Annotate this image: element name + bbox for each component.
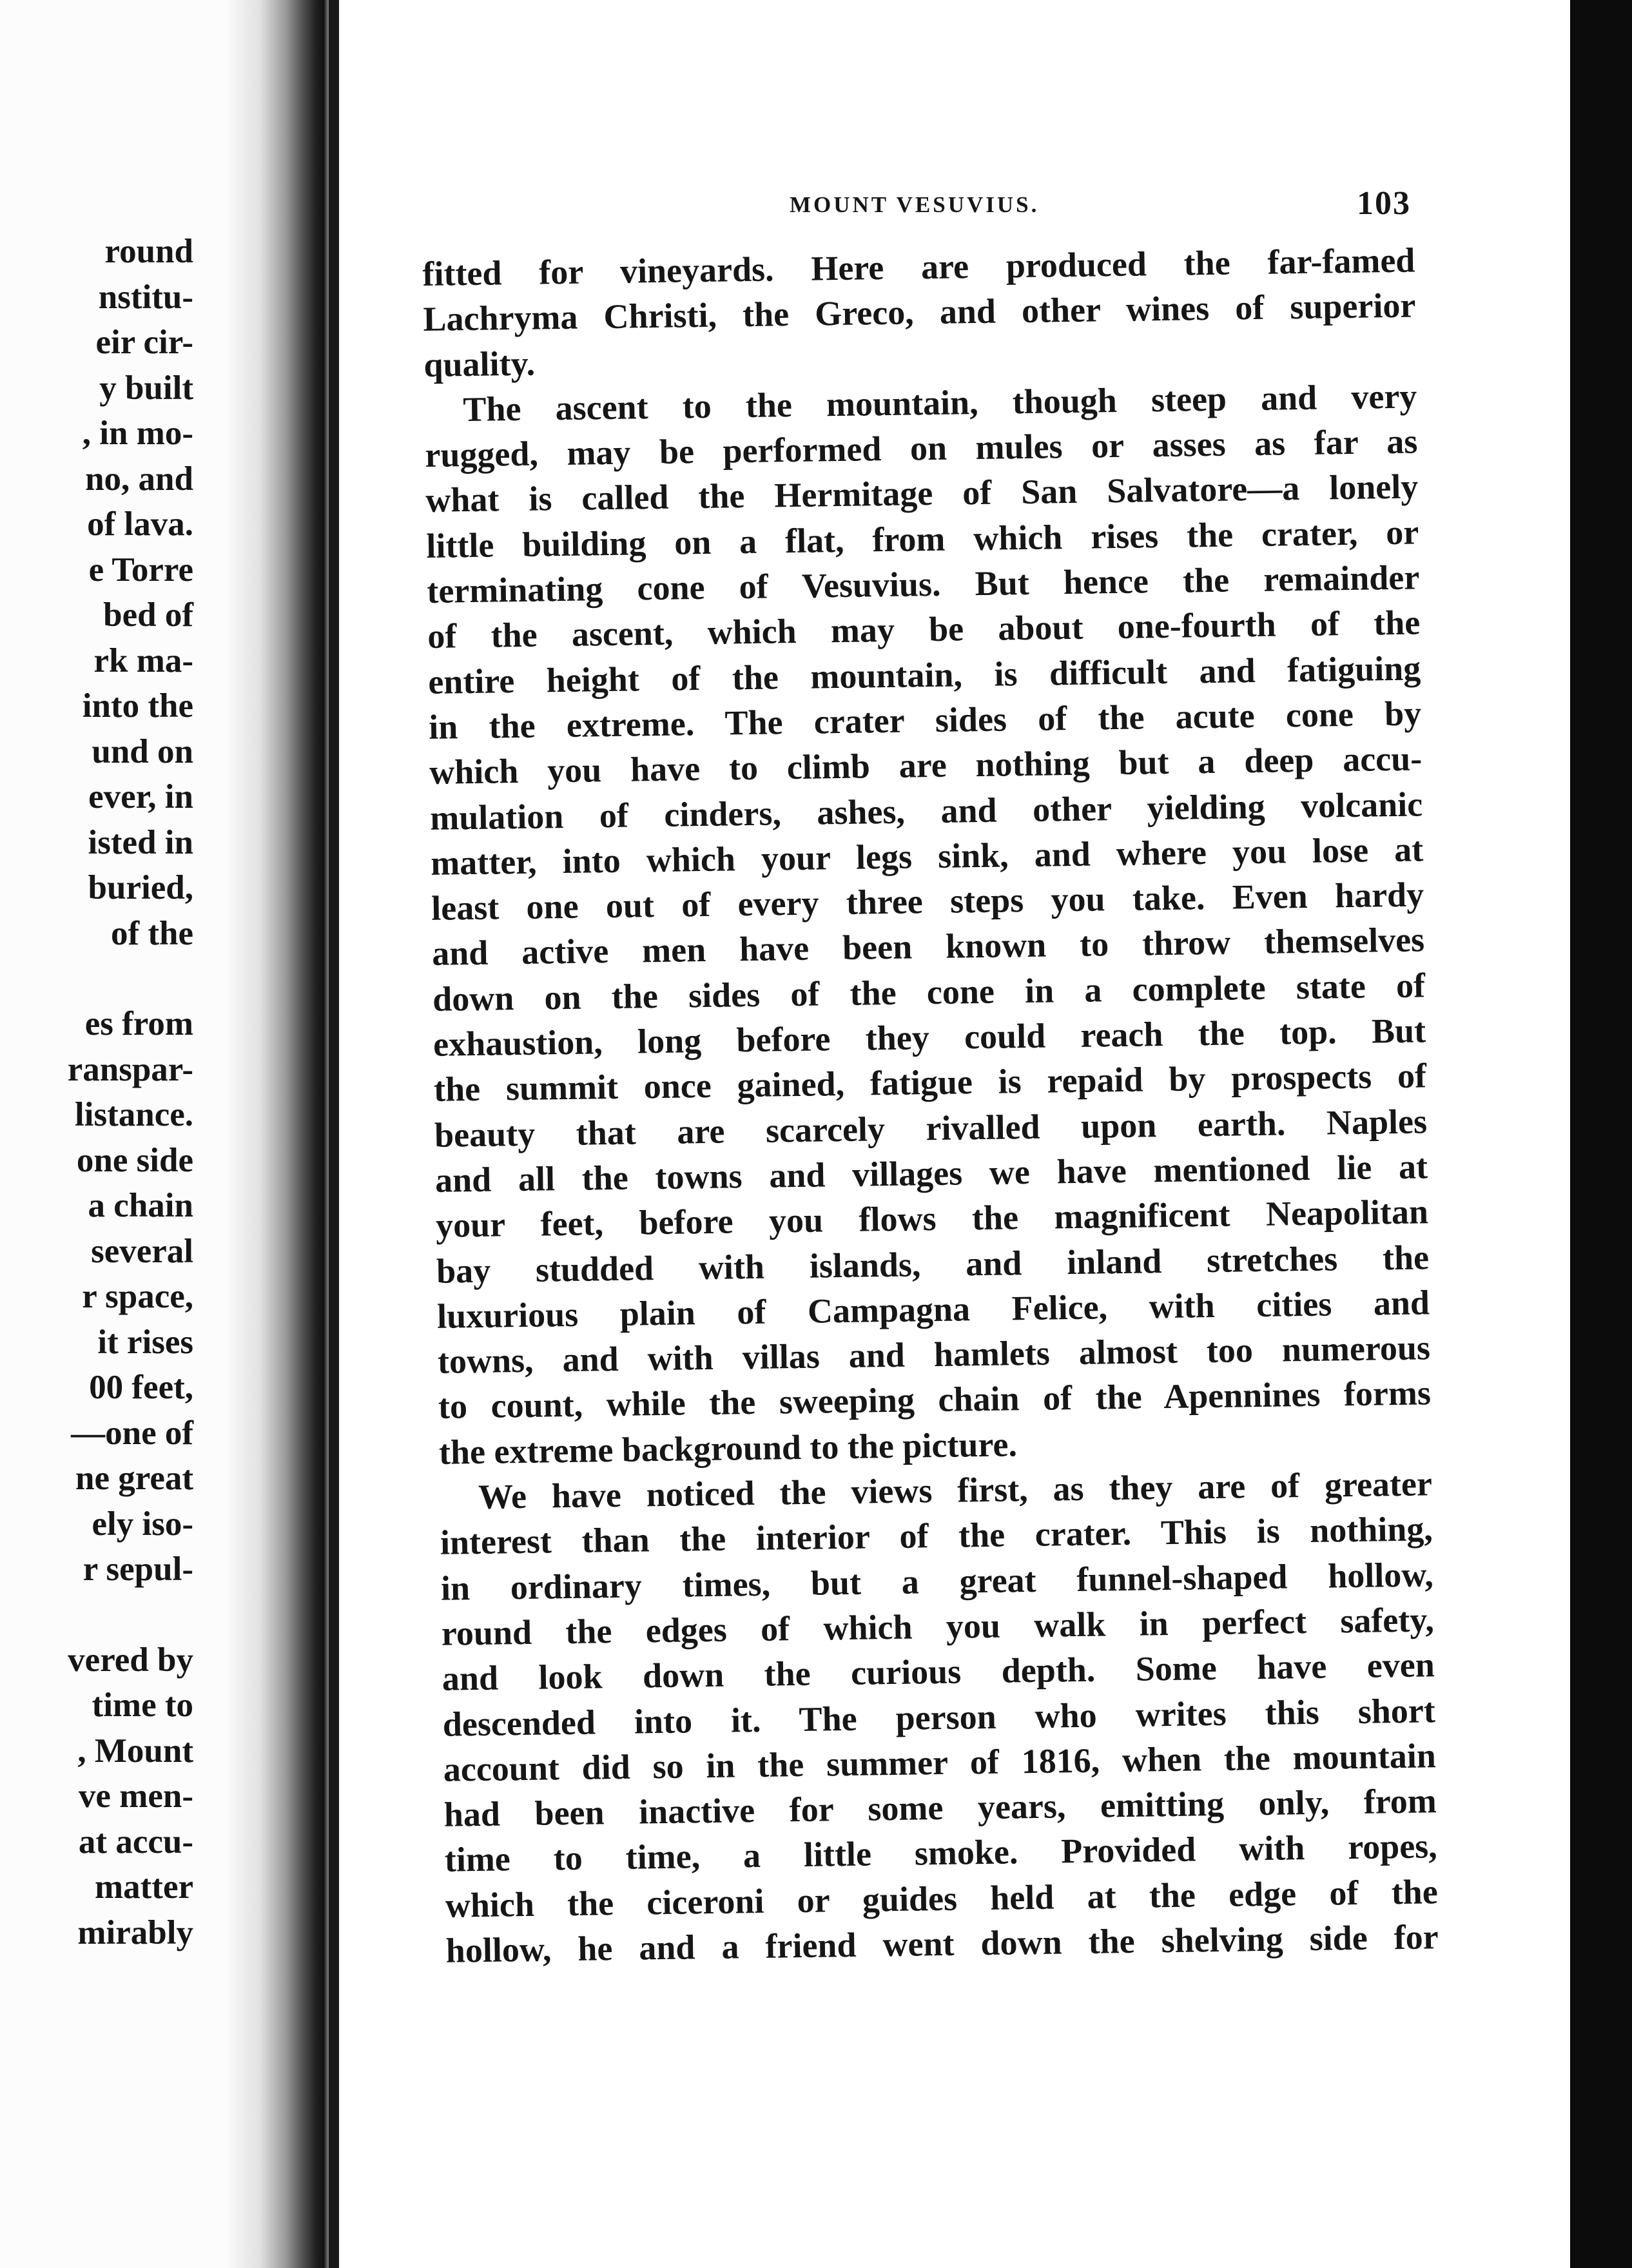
- facing-line: mirably: [77, 1913, 193, 1951]
- text-line: matter, into which your legs sink, and where you lose at: [430, 830, 1424, 883]
- text-line: your feet, before you flows the magnificent Neapolitan: [435, 1192, 1429, 1246]
- text-line: and active men have been known to throw themselves: [431, 920, 1425, 973]
- text-line: We have noticed the views first, as they are of greater: [478, 1464, 1433, 1516]
- facing-line: ever, in: [88, 778, 193, 816]
- text-line: little building on a flat, from which rises the crater, or: [425, 513, 1419, 565]
- facing-line: es from: [84, 1005, 193, 1042]
- text-line: terminating cone of Vesuvius. But hence the remainder: [426, 558, 1420, 611]
- text-line: entire height of the mountain, is difficult and fatiguing: [427, 649, 1421, 701]
- facing-line: 00 feet,: [89, 1369, 193, 1406]
- text-line: least one out of every three steps you take. Even hardy: [431, 875, 1424, 928]
- facing-line: ranspar-: [67, 1050, 193, 1088]
- facing-line: round: [104, 233, 193, 270]
- facing-line: rk ma-: [93, 641, 193, 679]
- text-line: luxurious plain of Campagna Felice, with cities and: [436, 1283, 1430, 1336]
- facing-line: y built: [99, 369, 193, 407]
- text-line: The ascent to the mountain, though steep and very: [463, 376, 1417, 429]
- facing-line: matter: [95, 1868, 193, 1906]
- page-number: 103: [1357, 185, 1411, 222]
- facing-line: nstitu-: [98, 278, 193, 316]
- facing-line: of lava.: [87, 505, 193, 543]
- facing-line: isted in: [88, 823, 193, 861]
- facing-line: r sepul-: [83, 1550, 193, 1588]
- text-line: in ordinary times, but a great funnel-shaped hollow,: [440, 1554, 1434, 1608]
- text-line: and look down the curious depth. Some have even: [442, 1645, 1435, 1698]
- text-line: account did so in the summer of 1816, when the mountain: [443, 1736, 1437, 1789]
- facing-line: und on: [92, 732, 193, 770]
- facing-line: , in mo-: [82, 415, 193, 452]
- text-line: bay studded with islands, and inland stretches the: [436, 1237, 1430, 1291]
- text-line: hollow, he and a friend went down the shelving side for: [445, 1917, 1439, 1970]
- facing-line: into the: [82, 687, 193, 725]
- text-line: had been inactive for some years, emitting only, from: [443, 1781, 1437, 1834]
- text-line: what is called the Hermitage of San Salvatore—a lonely: [425, 467, 1419, 520]
- body-text: [422, 237, 1439, 1973]
- text-line: rugged, may be performed on mules or asses as far as: [424, 422, 1418, 475]
- facing-line: buried,: [88, 869, 193, 906]
- facing-line: one side: [76, 1141, 193, 1179]
- facing-line: it rises: [97, 1323, 193, 1361]
- text-line: of the ascent, which may be about one-fourth of the: [427, 603, 1421, 656]
- text-line: the extreme background to the picture.: [438, 1425, 1018, 1472]
- text-line: and all the towns and villages we have mentioned lie at: [434, 1147, 1428, 1200]
- facing-page-text: [68, 229, 193, 1955]
- facing-line: , Mount: [77, 1732, 193, 1770]
- text-line: beauty that are scarcely rivalled upon earth. Naples: [434, 1102, 1428, 1155]
- facing-line: listance.: [75, 1096, 193, 1133]
- facing-line: several: [91, 1232, 193, 1270]
- facing-line: ely iso-: [92, 1505, 193, 1543]
- text-line: down on the sides of the cone in a complete state of: [432, 966, 1426, 1019]
- scan-border: [1570, 0, 1632, 2268]
- text-line: fitted for vineyards. Here are produced the far-famed: [422, 240, 1415, 293]
- text-line: interest than the interior of the crater. This is nothing,: [440, 1509, 1433, 1563]
- facing-line: —one of: [71, 1414, 193, 1452]
- text-line: the summit once gained, fatigue is repaid by prospects of: [433, 1056, 1427, 1110]
- text-line: descended into it. The person who writes this short: [442, 1690, 1436, 1744]
- text-line: quality.: [423, 344, 536, 384]
- facing-line: vered by: [68, 1641, 193, 1679]
- page-edge: [329, 0, 339, 2268]
- text-line: mulation of cinders, ashes, and other yielding volcanic: [429, 784, 1423, 837]
- facing-line: time to: [92, 1686, 193, 1724]
- facing-line: bed of: [103, 596, 193, 634]
- text-line: round the edges of which you walk in perfect safety,: [441, 1600, 1435, 1653]
- facing-line: of the: [110, 914, 193, 952]
- book-gutter-shadow: [229, 0, 332, 2268]
- facing-line: eir cir-: [95, 324, 193, 361]
- facing-line: a chain: [88, 1187, 193, 1224]
- text-line: which the ciceroni or guides held at the edge of the: [445, 1872, 1439, 1925]
- facing-line: r space,: [82, 1278, 193, 1315]
- facing-line: at accu-: [78, 1823, 193, 1861]
- text-line: in the extreme. The crater sides of the acute cone by: [428, 694, 1422, 747]
- running-head: MOUNT VESUVIUS.: [790, 192, 1040, 217]
- facing-line: e Torre: [88, 551, 193, 589]
- text-line: Lachryma Christi, the Greco, and other wines of superior: [423, 286, 1416, 339]
- facing-line: ne great: [75, 1460, 193, 1497]
- text-line: towns, and with villas and hamlets almost too numerous: [437, 1328, 1431, 1381]
- text-line: which you have to climb are nothing but a deep accu-: [429, 739, 1423, 792]
- text-line: to count, while the sweeping chain of the Apennines forms: [438, 1373, 1432, 1427]
- facing-line: no, and: [85, 460, 193, 498]
- text-line: time to time, a little smoke. Provided with ropes,: [444, 1826, 1438, 1880]
- facing-line: ve men-: [78, 1777, 193, 1815]
- text-line: exhaustion, long before they could reach the top. But: [432, 1011, 1426, 1064]
